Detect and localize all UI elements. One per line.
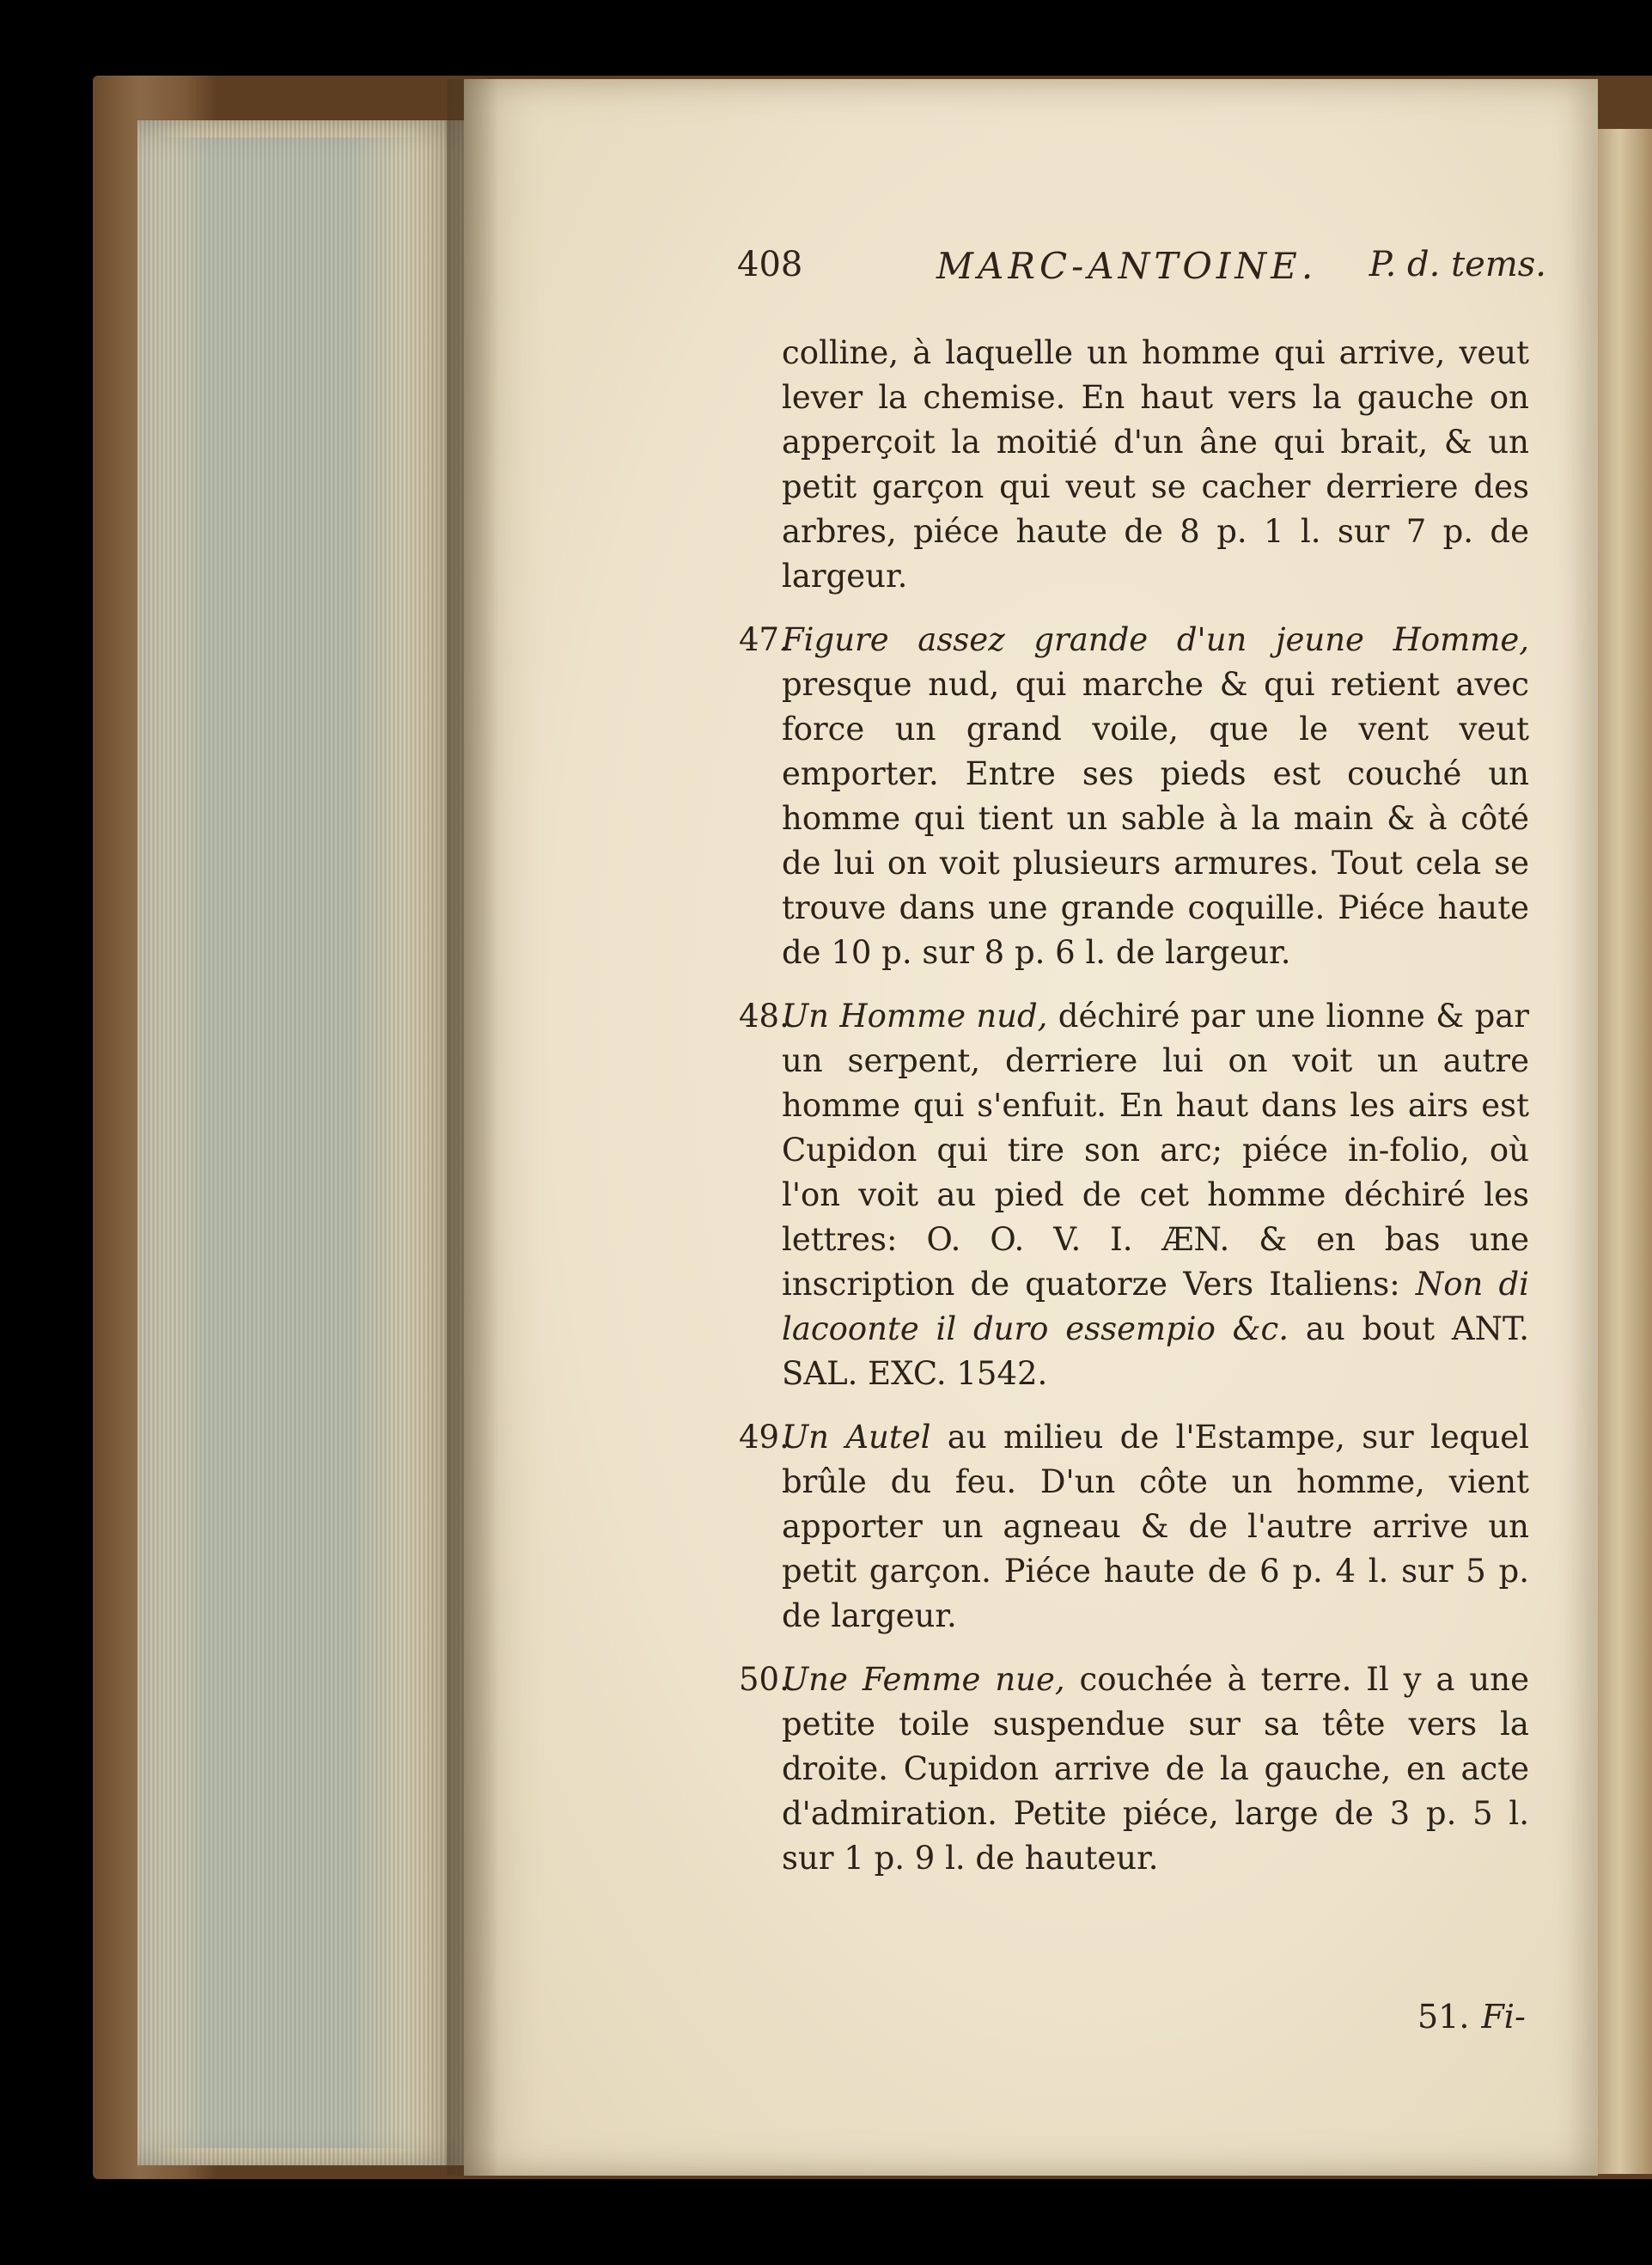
entry-title: Figure assez grande d'un jeune Homme, [782,621,1529,658]
entry-text: couchée à terre. Il y a une petite toile suspendue sur sa tête vers la droite. Cupidon arrive de la gauche, en acte d'admiration. Petite piéce, large de 3 p. 5 l. sur 1 p. 9 l. de hauteur. [782,1661,1529,1877]
entry-text: au milieu de l'Estampe, sur lequel brûle du feu. D'un côte un homme, vient apporter un agneau & de l'autre arrive un petit garçon. Piéce haute de 6 p. 4 l. sur 5 p. de largeur. [782,1419,1530,1634]
entry-title: Un Autel [782,1419,931,1456]
catchword-word: Fi- [1481,1998,1526,2036]
catchword-number: 51. [1417,1998,1470,2036]
running-section: P. d. tems. [1369,245,1546,284]
catchword [1417,1998,1526,2036]
entry-title: Une Femme nue, [782,1661,1065,1698]
entry-48 [739,994,1529,1396]
continuation-paragraph: colline, à laquelle un homme qui arrive, veut lever la chemise. En haut vers la gauche on apperçoit la moitié d'un âne qui brait, & un petit garçon qui veut se cacher derriere des arbres, piéce haute de 8 p. 1 l. sur 7 p. de largeur. [782,334,1529,595]
page-body [739,331,1529,1900]
entry-text-end: au bout ANT. SAL. EXC. 1542. [782,1310,1529,1392]
page-edge-tint [150,137,434,2148]
gutter-shadow [447,79,498,2176]
entry-47 [739,618,1529,975]
next-page-edge [1598,129,1652,2174]
page-number: 408 [737,245,803,284]
entry-text: presque nud, qui marche & qui retient avec force un grand voile, que le vent veut emporter. Entre ses pieds est couché un homme qui tient un sable à la main & à côté de lui on voit plusieurs armures. Tout cela se trouve dans une grande coquille. Piéce haute de 10 p. sur 8 p. 6 l. de largeur. [782,666,1529,971]
entry-number: 50. [739,1661,789,1698]
running-title: MARC-ANTOINE. [936,245,1318,287]
entry-number: 48. [739,998,789,1035]
entry-title: Un Homme nud, [782,998,1048,1035]
entry-49 [739,1415,1529,1639]
entry-text: déchiré par une lionne & par un serpent, derriere lui on voit un autre homme qui s'enfuit. En haut dans les airs est Cupidon qui tire son arc; piéce in-folio, où l'on voit au pied de cet homme déchiré les lettres: O. O. V. I. ÆN. & en bas une inscription de quatorze Vers Italiens: [782,998,1529,1303]
entry-number: 47. [739,621,789,658]
entry-number: 49. [739,1419,789,1456]
entry-quote: Non di lacoonte il duro essempio &c. [782,1266,1529,1347]
entry-50 [739,1658,1529,1881]
